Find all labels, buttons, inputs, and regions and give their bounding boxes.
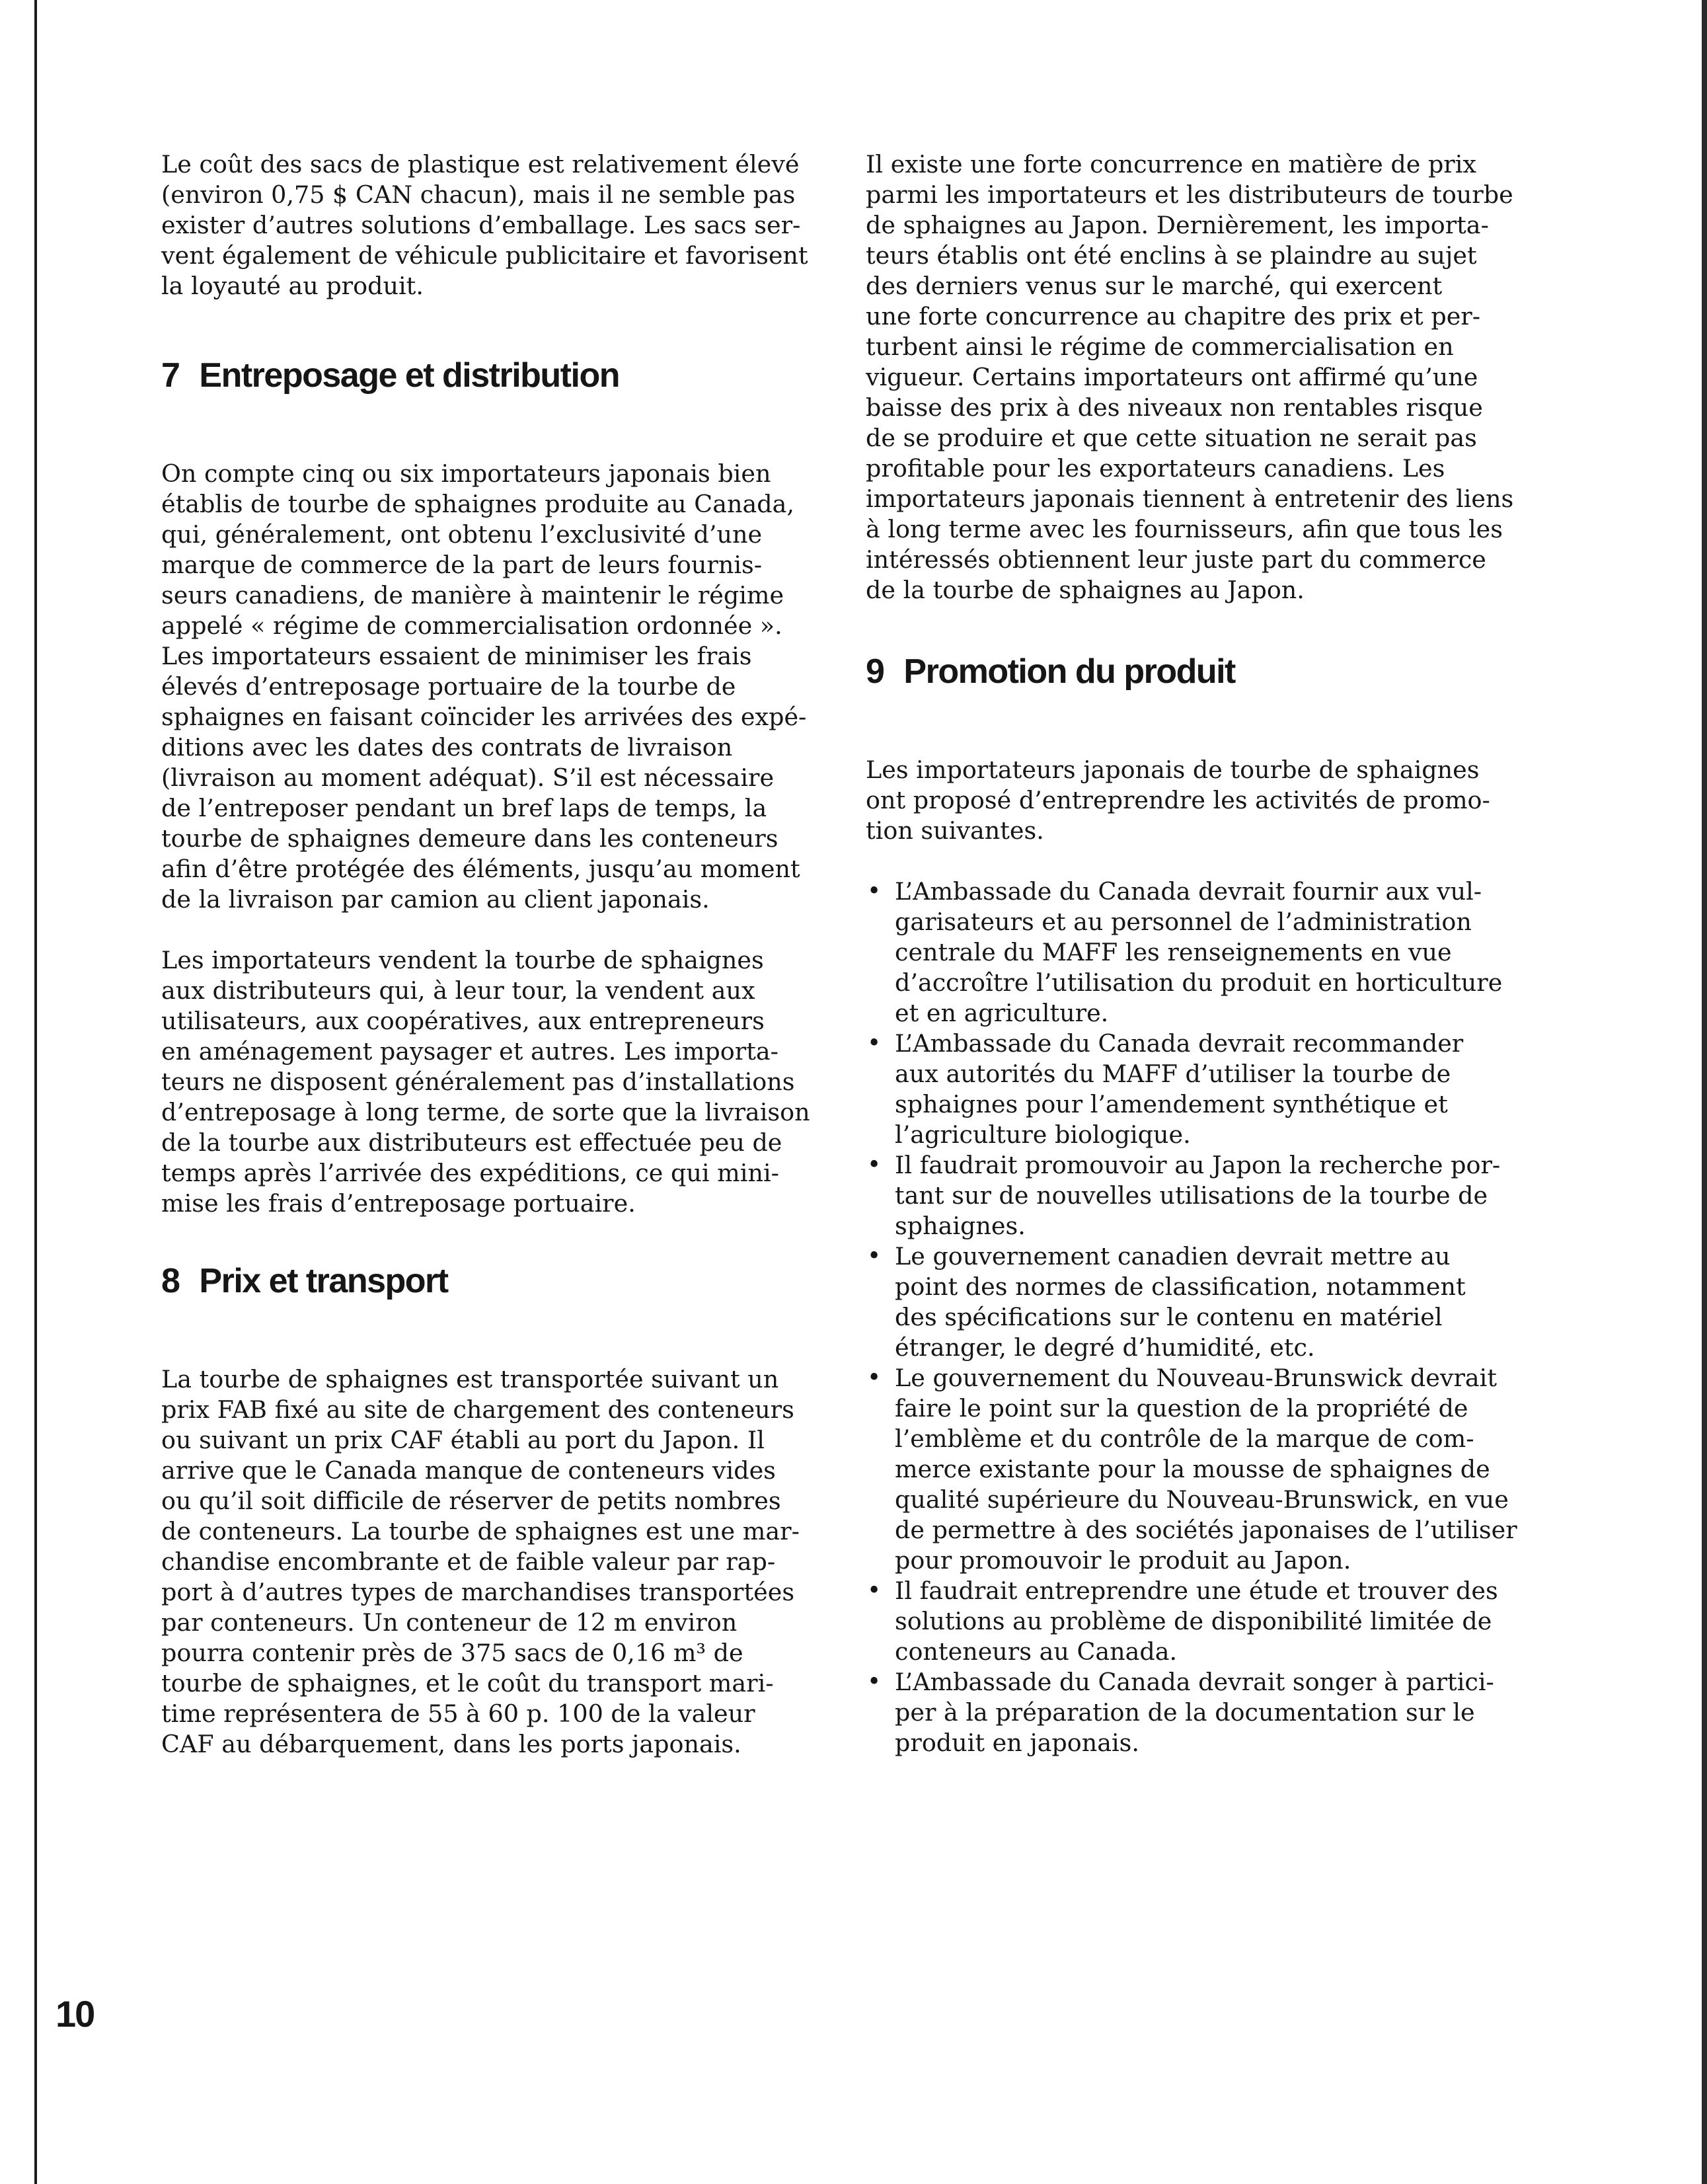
section-8-paragraph: La tourbe de sphaignes est transportée suivant un prix FAB fixé au site de chargement des conteneurs ou suivant un prix CAF établi au port du Japon. Il arrive que le Canada manque de conteneurs vides ou qu’il soit difficile de réserver de petits nombres de conteneurs. La tourbe de sphaignes est une mar- chandise encombrante et de faible valeur par rap- port à d’autres types de marchandises transportées par conteneurs. Un conteneur de 12 m environ pourra contenir près de 375 sacs de 0,16 m³ de tourbe de sphaignes, et le coût du transport mari- time représentera de 55 à 60 p. 100 de la valeur CAF au débarquement, dans les ports japonais. [161, 1365, 800, 1758]
page-number: 10 [56, 1993, 95, 2035]
promotion-activities-list [866, 877, 1533, 1758]
section-9-heading [866, 652, 1533, 691]
section-7-paragraph-2: Les importateurs vendent la tourbe de sphaignes aux distributeurs qui, à leur tour, la vendent aux utilisateurs, aux coopératives, aux entrepreneurs en aménagement paysager et autres. Les importa- teurs ne disposent généralement pas d’installations d’entreposage à long terme, de sorte que la livraison de la tourbe aux distributeurs est effectuée peu de temps après l’arrivée des expéditions, ce qui mini- mise les frais d’entreposage portuaire. [161, 946, 810, 1218]
scan-left-edge [34, 0, 37, 2184]
list-item: • Le gouvernement du Nouveau-Brunswick devrait faire le point sur la question de la propriété de l’emblème et du contrôle de la marque de com- merce existante pour la mousse de sphaignes de qualité supérieure du Nouveau-Brunswick, en vue de permettre à des sociétés japonaises de l’utiliser pour promouvoir le produit au Japon. [866, 1363, 1533, 1576]
list-item: • Le gouvernement canadien devrait mettre au point des normes de classification, notamment des spécifications sur le contenu en matériel étranger, le degré d’humidité, etc. [866, 1241, 1533, 1363]
section-7-paragraph-1: On compte cinq ou six importateurs japonais bien établis de tourbe de sphaignes produite au Canada, qui, généralement, ont obtenu l’exclusivité d’une marque de commerce de la part de leurs fournis- seurs canadiens, de manière à maintenir le régime appelé « régime de commercialisation ordonnée ». Les importateurs essaient de minimiser les frais élevés d’entreposage portuaire de la tourbe de sphaignes en faisant coïncider les arrivées des expé- ditions avec les dates des contrats de livraison (livraison au moment adéquat). S’il est nécessaire de l’entreposer pendant un bref laps de temps, la tourbe de sphaignes demeure dans les conteneurs afin d’être protégée des éléments, jusqu’au moment de la livraison par camion au client japonais. [161, 459, 807, 914]
section-7-number: 7 [161, 356, 180, 395]
section-7-title: Entreposage et distribution [199, 356, 619, 395]
left-column [161, 149, 829, 1760]
section-9-paragraph: Les importateurs japonais de tourbe de sphaignes ont proposé d’entreprendre les activités de promo- tion suivantes. [866, 756, 1490, 845]
list-item: • Il faudrait entreprendre une étude et trouver des solutions au problème de disponibilité limitée de conteneurs au Canada. [866, 1576, 1533, 1667]
section-8-number: 8 [161, 1262, 180, 1300]
competition-paragraph: Il existe une forte concurrence en matière de prix parmi les importateurs et les distributeurs de tourbe de sphaignes au Japon. Dernièrement, les importa- teurs établis ont été enclins à se plaindre au sujet des derniers venus sur le marché, qui exercent une forte concurrence au chapitre des prix et per- turbent ainsi le régime de commercialisation en vigueur. Certains importateurs ont affirmé qu’une baisse des prix à des niveaux non rentables risque de se produire et que cette situation ne serait pas profitable pour les exportateurs canadiens. Les importateurs japonais tiennent à entretenir des liens à long terme avec les fournisseurs, afin que tous les intéressés obtiennent leur juste part du commerce de la tourbe de sphaignes au Japon. [866, 150, 1514, 604]
section-9-title: Promotion du produit [903, 652, 1235, 691]
packaging-paragraph: Le coût des sacs de plastique est relativement élevé (environ 0,75 $ CAN chacun), mais il ne semble pas exister d’autres solutions d’emballage. Les sacs ser- vent également de véhicule publicitaire et favorisent la loyauté au produit. [161, 150, 808, 300]
right-column [866, 149, 1533, 1758]
list-item: • L’Ambassade du Canada devrait fournir aux vul- garisateurs et au personnel de l’administration centrale du MAFF les renseignements en vue d’accroître l’utilisation du produit en horticulture et en agriculture. [866, 877, 1533, 1029]
list-item: • Il faudrait promouvoir au Japon la recherche por- tant sur de nouvelles utilisations de la tourbe de sphaignes. [866, 1150, 1533, 1241]
section-8-title: Prix et transport [199, 1262, 448, 1300]
list-item: • L’Ambassade du Canada devrait recommander aux autorités du MAFF d’utiliser la tourbe de sphaignes pour l’amendement synthétique et l’agriculture biologique. [866, 1029, 1533, 1150]
section-7-heading [161, 356, 829, 395]
section-9-number: 9 [866, 652, 884, 691]
section-8-heading [161, 1261, 829, 1301]
list-item: • L’Ambassade du Canada devrait songer à partici- per à la préparation de la documentation sur le produit en japonais. [866, 1667, 1533, 1758]
scan-right-edge [1702, 0, 1707, 2184]
